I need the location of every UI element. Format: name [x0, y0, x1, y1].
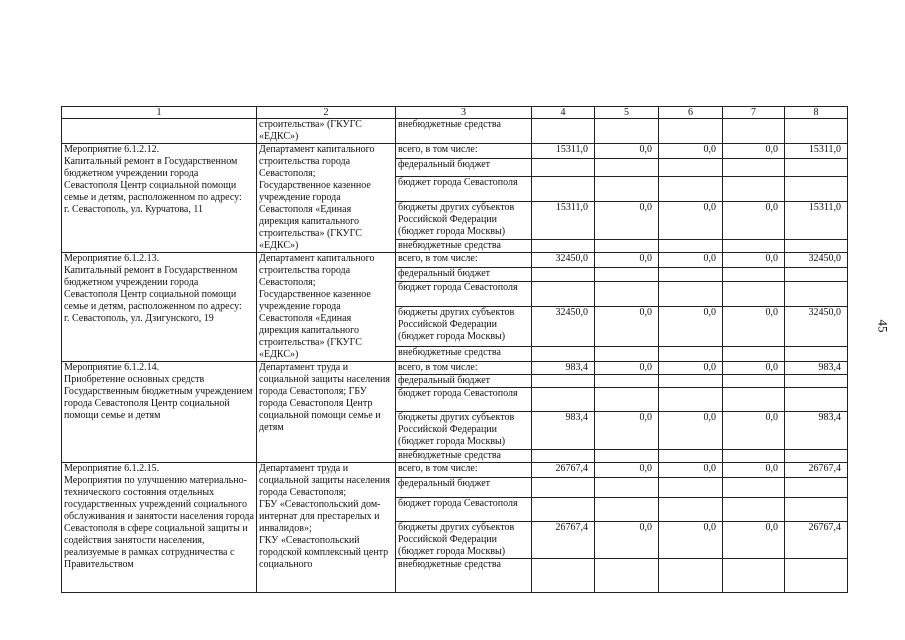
value-cell: [532, 239, 595, 252]
value-cell: [532, 347, 595, 362]
value-cell: [532, 498, 595, 522]
value-cell: [532, 478, 595, 498]
source-cell: бюджет города Севастополя: [396, 498, 532, 522]
source-cell: всего, в том числе:: [396, 362, 532, 375]
value-cell: 0,0: [659, 362, 723, 375]
measure-cell: Мероприятие 6.1.2.15. Мероприятия по улучшению материально-технического состояния отдельных государственных учреждений социального обслуживания и занятости населения города Севастополя в сфере социальной защиты и содействия занятости населения, реализуемые в рамках сотрудничества с Правительством: [62, 463, 257, 593]
value-cell: [659, 347, 723, 362]
value-cell: [659, 559, 723, 593]
source-cell: бюджеты других субъектов Российской Федерации (бюджет города Москвы): [396, 307, 532, 347]
value-cell: 983,4: [785, 412, 848, 450]
value-cell: [785, 478, 848, 498]
value-cell: 0,0: [659, 144, 723, 159]
source-cell: внебюджетные средства: [396, 347, 532, 362]
value-cell: [659, 478, 723, 498]
value-cell: [595, 450, 659, 463]
value-cell: [723, 559, 785, 593]
value-cell: [532, 267, 595, 281]
table-row: [62, 463, 848, 478]
header-cell: 4: [532, 107, 595, 119]
measure-cell: Мероприятие 6.1.2.14. Приобретение основных средств Государственным бюджетным учреждением города Севастополя Центр социальной помощи семье и детям: [62, 362, 257, 463]
source-cell: всего, в том числе:: [396, 144, 532, 159]
value-cell: [595, 388, 659, 412]
value-cell: [532, 450, 595, 463]
value-cell: 15311,0: [785, 144, 848, 159]
value-cell: [723, 375, 785, 388]
value-cell: [595, 559, 659, 593]
value-cell: [595, 498, 659, 522]
value-cell: 0,0: [659, 307, 723, 347]
source-cell: бюджеты других субъектов Российской Федерации (бюджет города Москвы): [396, 522, 532, 559]
value-cell: 0,0: [595, 307, 659, 347]
value-cell: 0,0: [659, 463, 723, 478]
header-cell: 7: [723, 107, 785, 119]
value-cell: 0,0: [723, 307, 785, 347]
value-cell: 0,0: [659, 201, 723, 239]
table-row: [62, 362, 848, 375]
value-cell: [785, 450, 848, 463]
value-cell: 983,4: [532, 412, 595, 450]
value-cell: 32450,0: [785, 253, 848, 268]
value-cell: 0,0: [595, 144, 659, 159]
value-cell: [785, 177, 848, 201]
value-cell: 0,0: [723, 362, 785, 375]
value-cell: [532, 177, 595, 201]
header-cell: 1: [62, 107, 257, 119]
value-cell: [595, 375, 659, 388]
header-cell: 3: [396, 107, 532, 119]
source-cell: внебюджетные средства: [396, 450, 532, 463]
source-cell: федеральный бюджет: [396, 267, 532, 281]
value-cell: [595, 478, 659, 498]
value-cell: 26767,4: [785, 522, 848, 559]
value-cell: [785, 498, 848, 522]
source-cell: федеральный бюджет: [396, 375, 532, 388]
table-row: [62, 144, 848, 159]
source-cell: федеральный бюджет: [396, 159, 532, 177]
page-number: 45: [875, 319, 891, 333]
value-cell: 32450,0: [532, 307, 595, 347]
value-cell: 32450,0: [532, 253, 595, 268]
value-cell: 15311,0: [785, 201, 848, 239]
value-cell: 0,0: [595, 362, 659, 375]
value-cell: [659, 498, 723, 522]
value-cell: [595, 267, 659, 281]
value-cell: [723, 478, 785, 498]
executor-cell: Департамент труда и социальной защиты населения города Севастополя; ГБУ «Севастопольский дом-интернат для престарелых и инвалидов»; ГКУ «Севастопольский городской комплексный центр социального: [257, 463, 396, 593]
value-cell: 15311,0: [532, 201, 595, 239]
value-cell: [595, 239, 659, 252]
value-cell: 0,0: [723, 144, 785, 159]
value-cell: [595, 281, 659, 307]
value-cell: [785, 239, 848, 252]
source-cell: всего, в том числе:: [396, 463, 532, 478]
source-cell: бюджет города Севастополя: [396, 177, 532, 201]
value-cell: [659, 159, 723, 177]
value-cell: [723, 450, 785, 463]
header-cell: 8: [785, 107, 848, 119]
executor-cell: Департамент капитального строительства города Севастополя; Государственное казенное учреждение города Севастополя «Единая дирекция капитального строительства» (ГКУГС «ЕДКС»): [257, 144, 396, 253]
measure-cell: Мероприятие 6.1.2.13. Капитальный ремонт в Государственном бюджетном учреждении города Севастополя Центр социальной помощи семье и детям, расположенном по адресу: г. Севастополь, ул. Дзигунского, 19: [62, 253, 257, 362]
value-cell: 26767,4: [532, 463, 595, 478]
value-cell: 0,0: [659, 412, 723, 450]
value-cell: [659, 388, 723, 412]
header-cell: 6: [659, 107, 723, 119]
value-cell: [659, 450, 723, 463]
value-cell: 0,0: [595, 522, 659, 559]
value-cell: [723, 347, 785, 362]
table-row: [62, 253, 848, 268]
source-cell: федеральный бюджет: [396, 478, 532, 498]
source-cell: всего, в том числе:: [396, 253, 532, 268]
value-cell: [723, 267, 785, 281]
empty-cell: [62, 119, 257, 144]
value-cell: [785, 281, 848, 307]
value-cell: 0,0: [659, 522, 723, 559]
value-cell: 0,0: [723, 253, 785, 268]
value-cell: 0,0: [723, 412, 785, 450]
value-cell: [532, 159, 595, 177]
value-cell: [659, 239, 723, 252]
value-cell: 0,0: [659, 253, 723, 268]
value-cell: [785, 388, 848, 412]
value-cell: [785, 559, 848, 593]
value-cell: 26767,4: [785, 463, 848, 478]
value-cell: [659, 281, 723, 307]
value-cell: 0,0: [595, 253, 659, 268]
value-cell: [723, 159, 785, 177]
budget-table: [61, 106, 848, 593]
measure-cell: Мероприятие 6.1.2.12. Капитальный ремонт в Государственном бюджетном учреждении города Севастополя Центр социальной помощи семье и детям, расположенном по адресу: г. Севастополь, ул. Курчатова, 11: [62, 144, 257, 253]
value-cell: [723, 281, 785, 307]
source-cell: бюджеты других субъектов Российской Федерации (бюджет города Москвы): [396, 412, 532, 450]
value-cell: [659, 375, 723, 388]
source-cell: бюджет города Севастополя: [396, 281, 532, 307]
value-cell: [595, 159, 659, 177]
value-cell: 983,4: [785, 362, 848, 375]
value-cell: 0,0: [723, 463, 785, 478]
source-cell: внебюджетные средства: [396, 559, 532, 593]
value-cell: [723, 498, 785, 522]
executor-cell: Департамент капитального строительства города Севастополя; Государственное казенное учреждение города Севастополя «Единая дирекция капитального строительства» (ГКУГС «ЕДКС»): [257, 253, 396, 362]
value-cell: 26767,4: [532, 522, 595, 559]
header-cell: 2: [257, 107, 396, 119]
value-cell: 0,0: [595, 463, 659, 478]
value-cell: [595, 177, 659, 201]
value-cell: 0,0: [723, 201, 785, 239]
value-cell: [785, 159, 848, 177]
source-cell: бюджет города Севастополя: [396, 388, 532, 412]
value-cell: [532, 281, 595, 307]
value-cell: [659, 177, 723, 201]
header-row: [62, 107, 848, 119]
value-cell: [785, 267, 848, 281]
value-cell: 983,4: [532, 362, 595, 375]
header-cell: 5: [595, 107, 659, 119]
executor-cell: Департамент труда и социальной защиты населения города Севастополя; ГБУ города Севастополя Центр социальной помощи семье и детям: [257, 362, 396, 463]
value-cell: [723, 239, 785, 252]
value-cell: [785, 347, 848, 362]
value-cell: [532, 559, 595, 593]
value-cell: [785, 375, 848, 388]
value-cell: 0,0: [595, 201, 659, 239]
value-cell: [595, 347, 659, 362]
source-cell: внебюджетные средства: [396, 119, 532, 144]
value-cell: [659, 267, 723, 281]
value-cell: [723, 388, 785, 412]
value-cell: [532, 375, 595, 388]
value-cell: 32450,0: [785, 307, 848, 347]
value-cell: 0,0: [723, 522, 785, 559]
value-cell: [723, 177, 785, 201]
executor-cell: строительства» (ГКУГС «ЕДКС»): [257, 119, 396, 144]
source-cell: внебюджетные средства: [396, 239, 532, 252]
value-cell: [532, 388, 595, 412]
value-cell: 15311,0: [532, 144, 595, 159]
continuation-row: [62, 119, 848, 144]
source-cell: бюджеты других субъектов Российской Федерации (бюджет города Москвы): [396, 201, 532, 239]
value-cell: 0,0: [595, 412, 659, 450]
